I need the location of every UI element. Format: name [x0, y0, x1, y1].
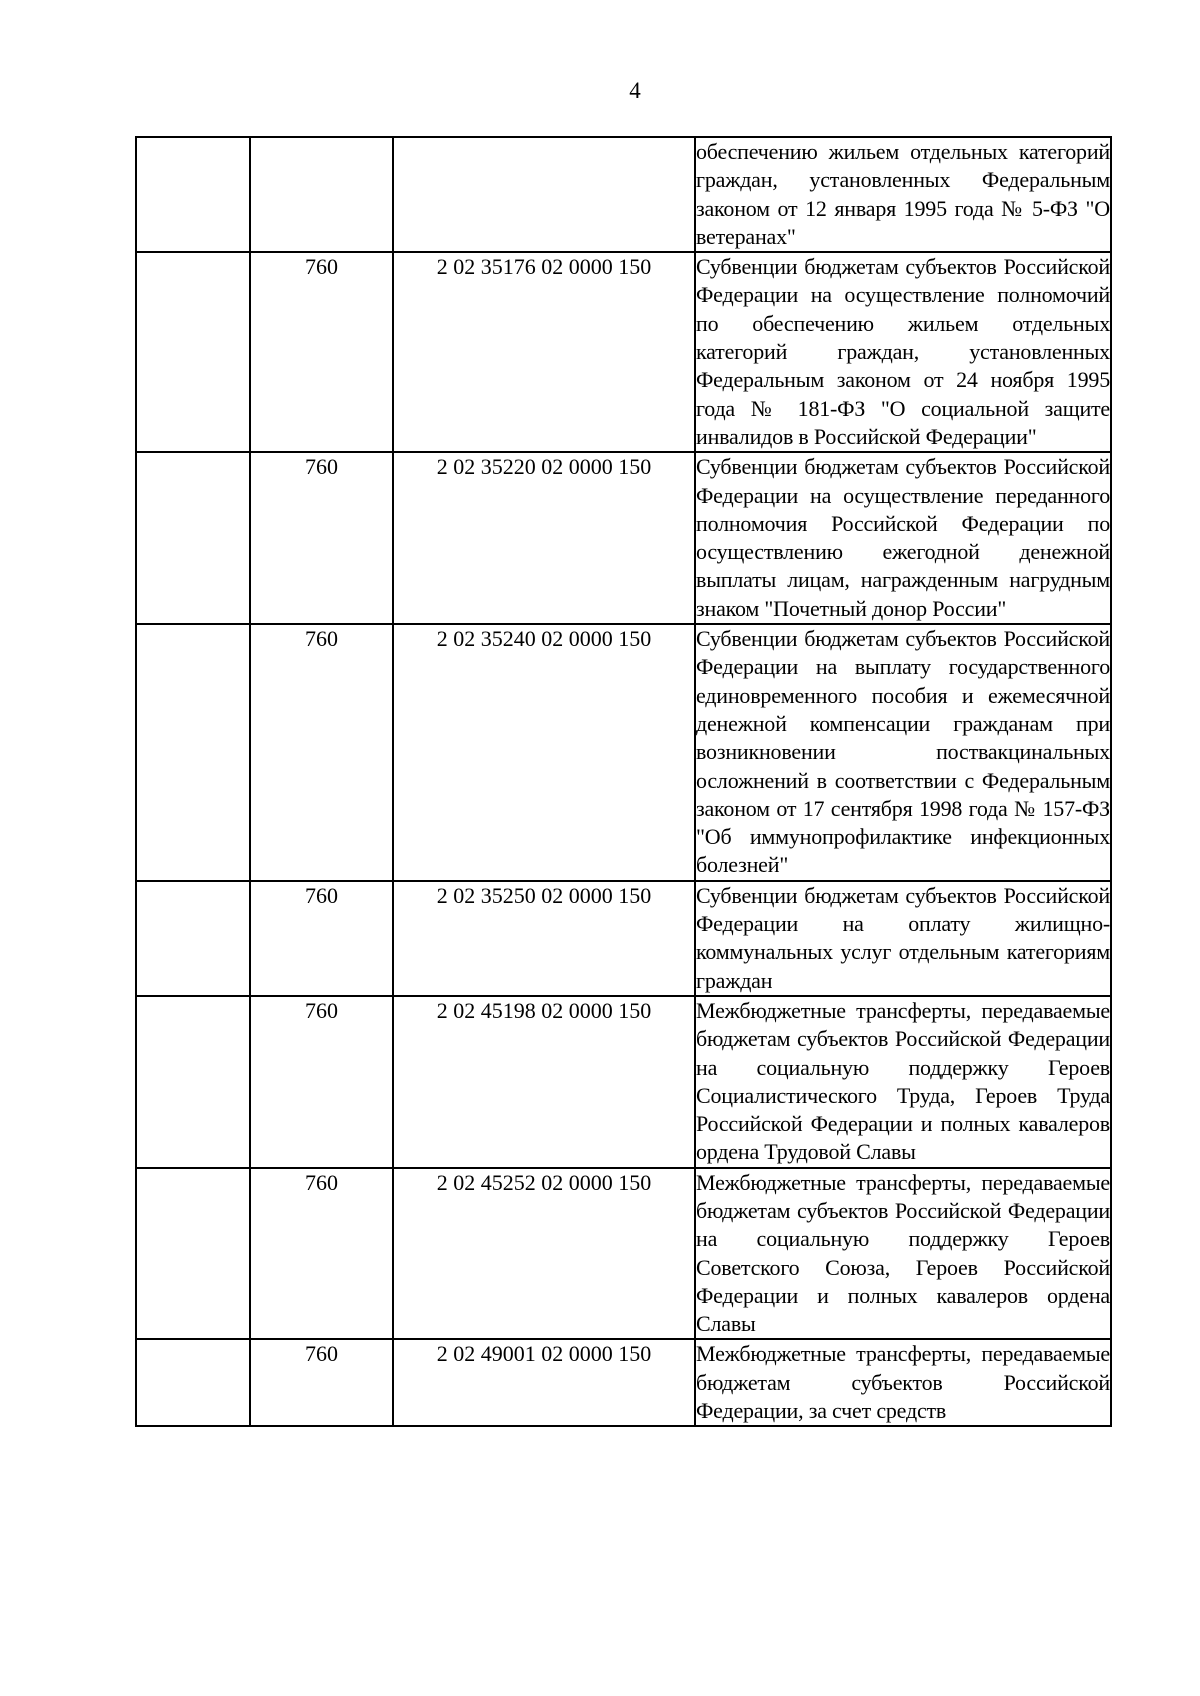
empty-cell	[136, 624, 250, 881]
table-row	[136, 881, 1111, 996]
admin-code-cell	[250, 137, 393, 252]
empty-cell	[136, 252, 250, 452]
admin-code-cell: 760	[250, 1168, 393, 1340]
table-row	[136, 137, 1111, 252]
page-number: 4	[629, 78, 641, 103]
income-name-cell: Межбюджетные трансферты, передаваемые бюджетам субъектов Российской Федерации на социальную поддержку Героев Советского Союза, Героев Российской Федерации и полных кавалеров ордена Славы	[695, 1168, 1111, 1340]
income-code-cell: 2 02 35240 02 0000 150	[393, 624, 695, 881]
admin-code-cell: 760	[250, 624, 393, 881]
income-name-cell: обеспечению жильем отдельных категорий граждан, установленных Федеральным законом от 12 января 1995 года № 5-ФЗ "О ветеранах"	[695, 137, 1111, 252]
income-code-cell: 2 02 35220 02 0000 150	[393, 452, 695, 624]
income-name-cell: Субвенции бюджетам субъектов Российской Федерации на выплату государственного единовременного пособия и ежемесячной денежной компенсации гражданам при возникновении поствакцинальных осложнений в соответствии с Федеральным законом от 17 сентября 1998 года № 157-ФЗ "Об иммунопрофилактике инфекционных болезней"	[695, 624, 1111, 881]
table-row	[136, 252, 1111, 452]
admin-code-cell: 760	[250, 881, 393, 996]
empty-cell	[136, 1339, 250, 1426]
admin-code-cell: 760	[250, 996, 393, 1168]
empty-cell	[136, 452, 250, 624]
table-row	[136, 1168, 1111, 1340]
empty-cell	[136, 881, 250, 996]
empty-cell	[136, 1168, 250, 1340]
income-name-cell: Субвенции бюджетам субъектов Российской Федерации на оплату жилищно-коммунальных услуг отдельным категориям граждан	[695, 881, 1111, 996]
income-code-cell	[393, 137, 695, 252]
income-name-cell: Межбюджетные трансферты, передаваемые бюджетам субъектов Российской Федерации на социальную поддержку Героев Социалистического Труда, Героев Труда Российской Федерации и полных кавалеров ордена Трудовой Славы	[695, 996, 1111, 1168]
income-name-cell: Межбюджетные трансферты, передаваемые бюджетам субъектов Российской Федерации, за счет средств	[695, 1339, 1111, 1426]
budget-codes-table	[135, 136, 1112, 1427]
income-code-cell: 2 02 35250 02 0000 150	[393, 881, 695, 996]
table-row	[136, 996, 1111, 1168]
income-code-cell: 2 02 49001 02 0000 150	[393, 1339, 695, 1426]
income-name-cell: Субвенции бюджетам субъектов Российской Федерации на осуществление полномочий по обеспечению жильем отдельных категорий граждан, установленных Федеральным законом от 24 ноября 1995 года № 181-ФЗ "О социальной защите инвалидов в Российской Федерации"	[695, 252, 1111, 452]
empty-cell	[136, 137, 250, 252]
table-row	[136, 624, 1111, 881]
empty-cell	[136, 996, 250, 1168]
income-code-cell: 2 02 35176 02 0000 150	[393, 252, 695, 452]
income-code-cell: 2 02 45198 02 0000 150	[393, 996, 695, 1168]
table-row	[136, 1339, 1111, 1426]
admin-code-cell: 760	[250, 1339, 393, 1426]
admin-code-cell: 760	[250, 252, 393, 452]
income-code-cell: 2 02 45252 02 0000 150	[393, 1168, 695, 1340]
table-row	[136, 452, 1111, 624]
admin-code-cell: 760	[250, 452, 393, 624]
income-name-cell: Субвенции бюджетам субъектов Российской Федерации на осуществление переданного полномочия Российской Федерации по осуществлению ежегодной денежной выплаты лицам, награжденным нагрудным знаком "Почетный донор России"	[695, 452, 1111, 624]
